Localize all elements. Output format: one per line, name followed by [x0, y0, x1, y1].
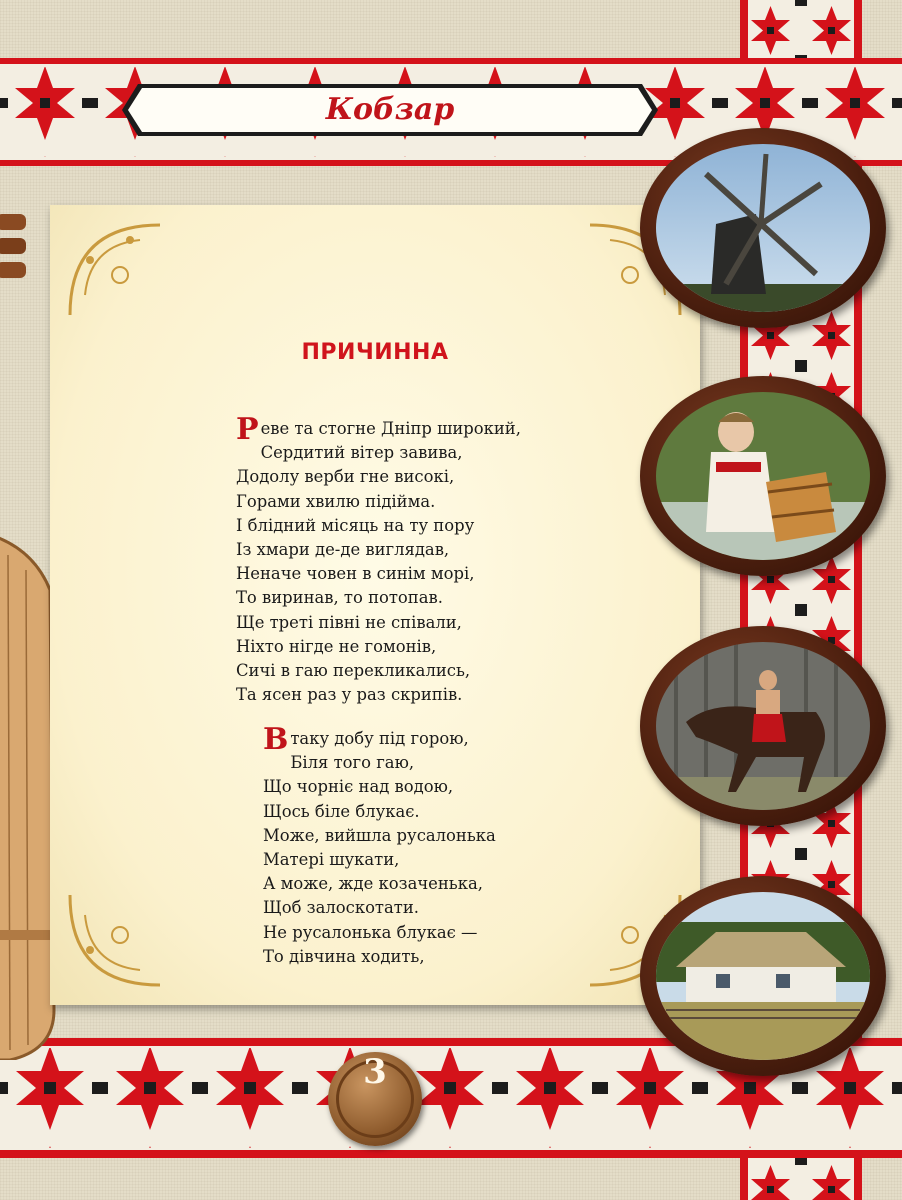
medallion-girl — [640, 376, 886, 576]
poem-line: Може, вийшла русалонька — [263, 825, 496, 845]
thatched-house-photo — [656, 892, 870, 1060]
instrument-pegs — [0, 210, 30, 290]
poem-line: Ще треті півні не співали, — [236, 612, 462, 632]
page-number: 3 — [363, 1052, 387, 1092]
poem-line: Біля того гаю, — [290, 753, 415, 773]
poem-line: То виринав, то потопав. — [236, 588, 443, 608]
poem-line: А може, жде козаченька, — [263, 874, 483, 894]
poem-stanza-1 — [236, 412, 521, 707]
medallion-cossack — [640, 626, 886, 826]
poem-line: Та ясен раз у раз скрипів. — [236, 685, 463, 705]
poem-line: Сичі в гаю перекликались, — [236, 661, 471, 681]
cossack-on-horse-photo — [656, 642, 870, 810]
poem-line: Неначе човен в синім морі, — [236, 564, 475, 584]
medallion-windmill — [640, 128, 886, 328]
poem-title: ПРИЧИННА — [301, 340, 449, 365]
windmill-photo — [656, 144, 870, 312]
poem-line: Щось біле блукає. — [263, 801, 420, 821]
ornament-corner-bottom-left — [60, 885, 170, 995]
poem-line: Ніхто нігде не гомонів, — [236, 636, 437, 656]
poem-line: Реве та стогне Дніпр широкий, — [236, 412, 521, 447]
poem-stanza-2 — [263, 722, 496, 969]
poem-line: Щоб залоскотати. — [263, 898, 419, 918]
poem-line: То дівчина ходить, — [263, 946, 425, 966]
poem-line: Горами хвилю підійма. — [236, 491, 436, 511]
page-number-badge — [328, 1052, 422, 1146]
poem-line: Сердитий вітер завива, — [260, 443, 463, 463]
poem-line: Із хмари де-де виглядав, — [236, 540, 450, 560]
drop-cap: В — [263, 722, 289, 757]
poem-line: В таку добу під горою, — [263, 722, 469, 757]
poem-line: Що чорніє над водою, — [263, 777, 454, 797]
drop-cap: Р — [236, 412, 259, 447]
girl-with-bucket-photo — [656, 392, 870, 560]
book-title: Кобзар — [325, 92, 455, 127]
poem-line: І блідний місяць на ту пору — [236, 515, 475, 535]
medallion-house — [640, 876, 886, 1076]
poem-line: Не русалонька блукає — — [263, 922, 478, 942]
poem-line: Додолу верби гне високі, — [236, 467, 455, 487]
poem-line: Матері шукати, — [263, 850, 400, 870]
ornament-corner-top-left — [60, 215, 170, 325]
